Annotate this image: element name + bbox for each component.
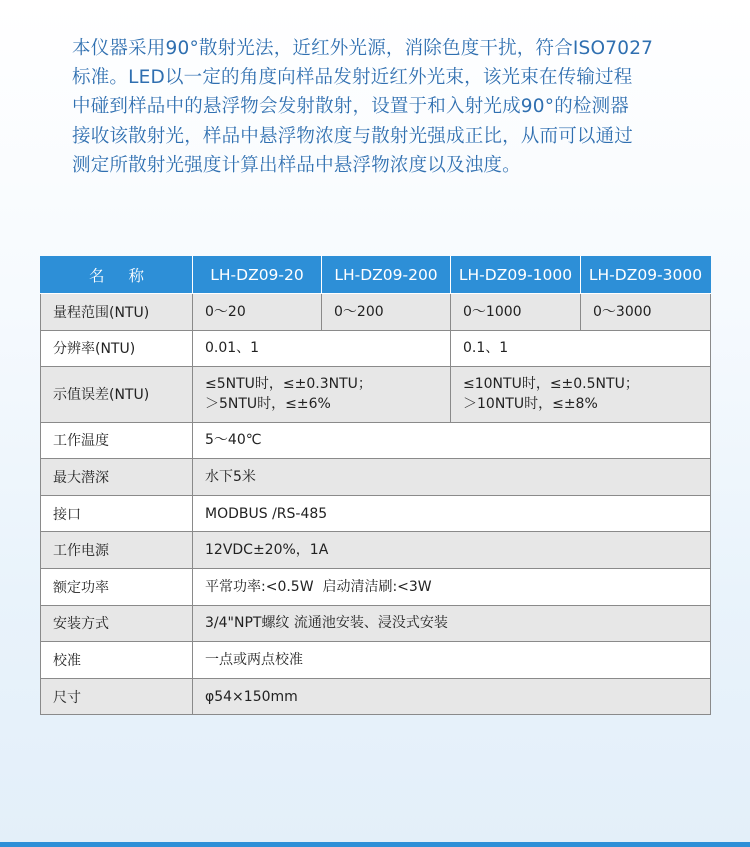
row-label: 额定功率 xyxy=(41,569,193,606)
row-label: 安装方式 xyxy=(41,605,193,642)
table-row-rated-power xyxy=(41,569,711,606)
cell-value: 12VDC±20%，1A xyxy=(193,532,711,569)
table-row-installation xyxy=(41,605,711,642)
header-model-1000: LH-DZ09-1000 xyxy=(451,257,581,294)
cell-value: MODBUS /RS-485 xyxy=(193,495,711,532)
cell-value: 一点或两点校准 xyxy=(193,642,711,679)
cell-value: 5～40℃ xyxy=(193,422,711,459)
row-label: 最大潜深 xyxy=(41,459,193,496)
row-label: 校准 xyxy=(41,642,193,679)
bottom-accent-bar xyxy=(0,842,750,847)
table-row-interface xyxy=(41,495,711,532)
cell-value xyxy=(193,367,451,423)
table-header-row xyxy=(41,257,711,294)
header-model-3000: LH-DZ09-3000 xyxy=(581,257,711,294)
cell-value: 0～200 xyxy=(322,294,451,331)
cell-value: 0～20 xyxy=(193,294,322,331)
table-row-calibration xyxy=(41,642,711,679)
table-row-resolution xyxy=(41,330,711,367)
row-label: 示值误差(NTU) xyxy=(41,367,193,423)
cell-value: 平常功率:<0.5W 启动清洁刷:<3W xyxy=(193,569,711,606)
row-label: 尺寸 xyxy=(41,678,193,715)
table-row-depth xyxy=(41,459,711,496)
cell-line: ≤5NTU时，≤±0.3NTU； xyxy=(205,376,372,393)
cell-value: 0～1000 xyxy=(451,294,581,331)
table-row-temperature xyxy=(41,422,711,459)
header-name: 名称 xyxy=(41,257,193,294)
row-label: 接口 xyxy=(41,495,193,532)
row-label: 工作电源 xyxy=(41,532,193,569)
cell-value: φ54×150mm xyxy=(193,678,711,715)
table-row-error xyxy=(41,367,711,423)
header-model-200: LH-DZ09-200 xyxy=(322,257,451,294)
cell-line: ≤10NTU时，≤±0.5NTU； xyxy=(463,376,639,393)
row-label: 分辨率(NTU) xyxy=(41,330,193,367)
row-label: 量程范围(NTU) xyxy=(41,294,193,331)
cell-value: 0.01、1 xyxy=(193,330,451,367)
cell-line: ＞10NTU时，≤±8% xyxy=(463,396,598,413)
table-row-power-supply xyxy=(41,532,711,569)
spec-table xyxy=(40,256,711,715)
cell-value xyxy=(451,367,711,423)
table-row-range xyxy=(41,294,711,331)
cell-value: 3/4"NPT螺纹 流通池安装、浸没式安装 xyxy=(193,605,711,642)
cell-line: ＞5NTU时，≤±6% xyxy=(205,396,331,413)
cell-value: 0.1、1 xyxy=(451,330,711,367)
cell-value: 水下5米 xyxy=(193,459,711,496)
header-model-20: LH-DZ09-20 xyxy=(193,257,322,294)
intro-paragraph: 本仪器采用90°散射光法，近红外光源，消除色度干扰，符合ISO7027 标准。LED以一定的角度向样品发射近红外光束，该光束在传输过程 中碰到样品中的悬浮物会发射散射，设置于和入射光成90°的检测器 接收该散射光，样品中悬浮物浓度与散射光强成正比，从而可以通过 测定所散射光强度计算出样品中悬浮物浓度以及浊度。 xyxy=(72,38,654,176)
table-row-size xyxy=(41,678,711,715)
row-label: 工作温度 xyxy=(41,422,193,459)
cell-value: 0～3000 xyxy=(581,294,711,331)
